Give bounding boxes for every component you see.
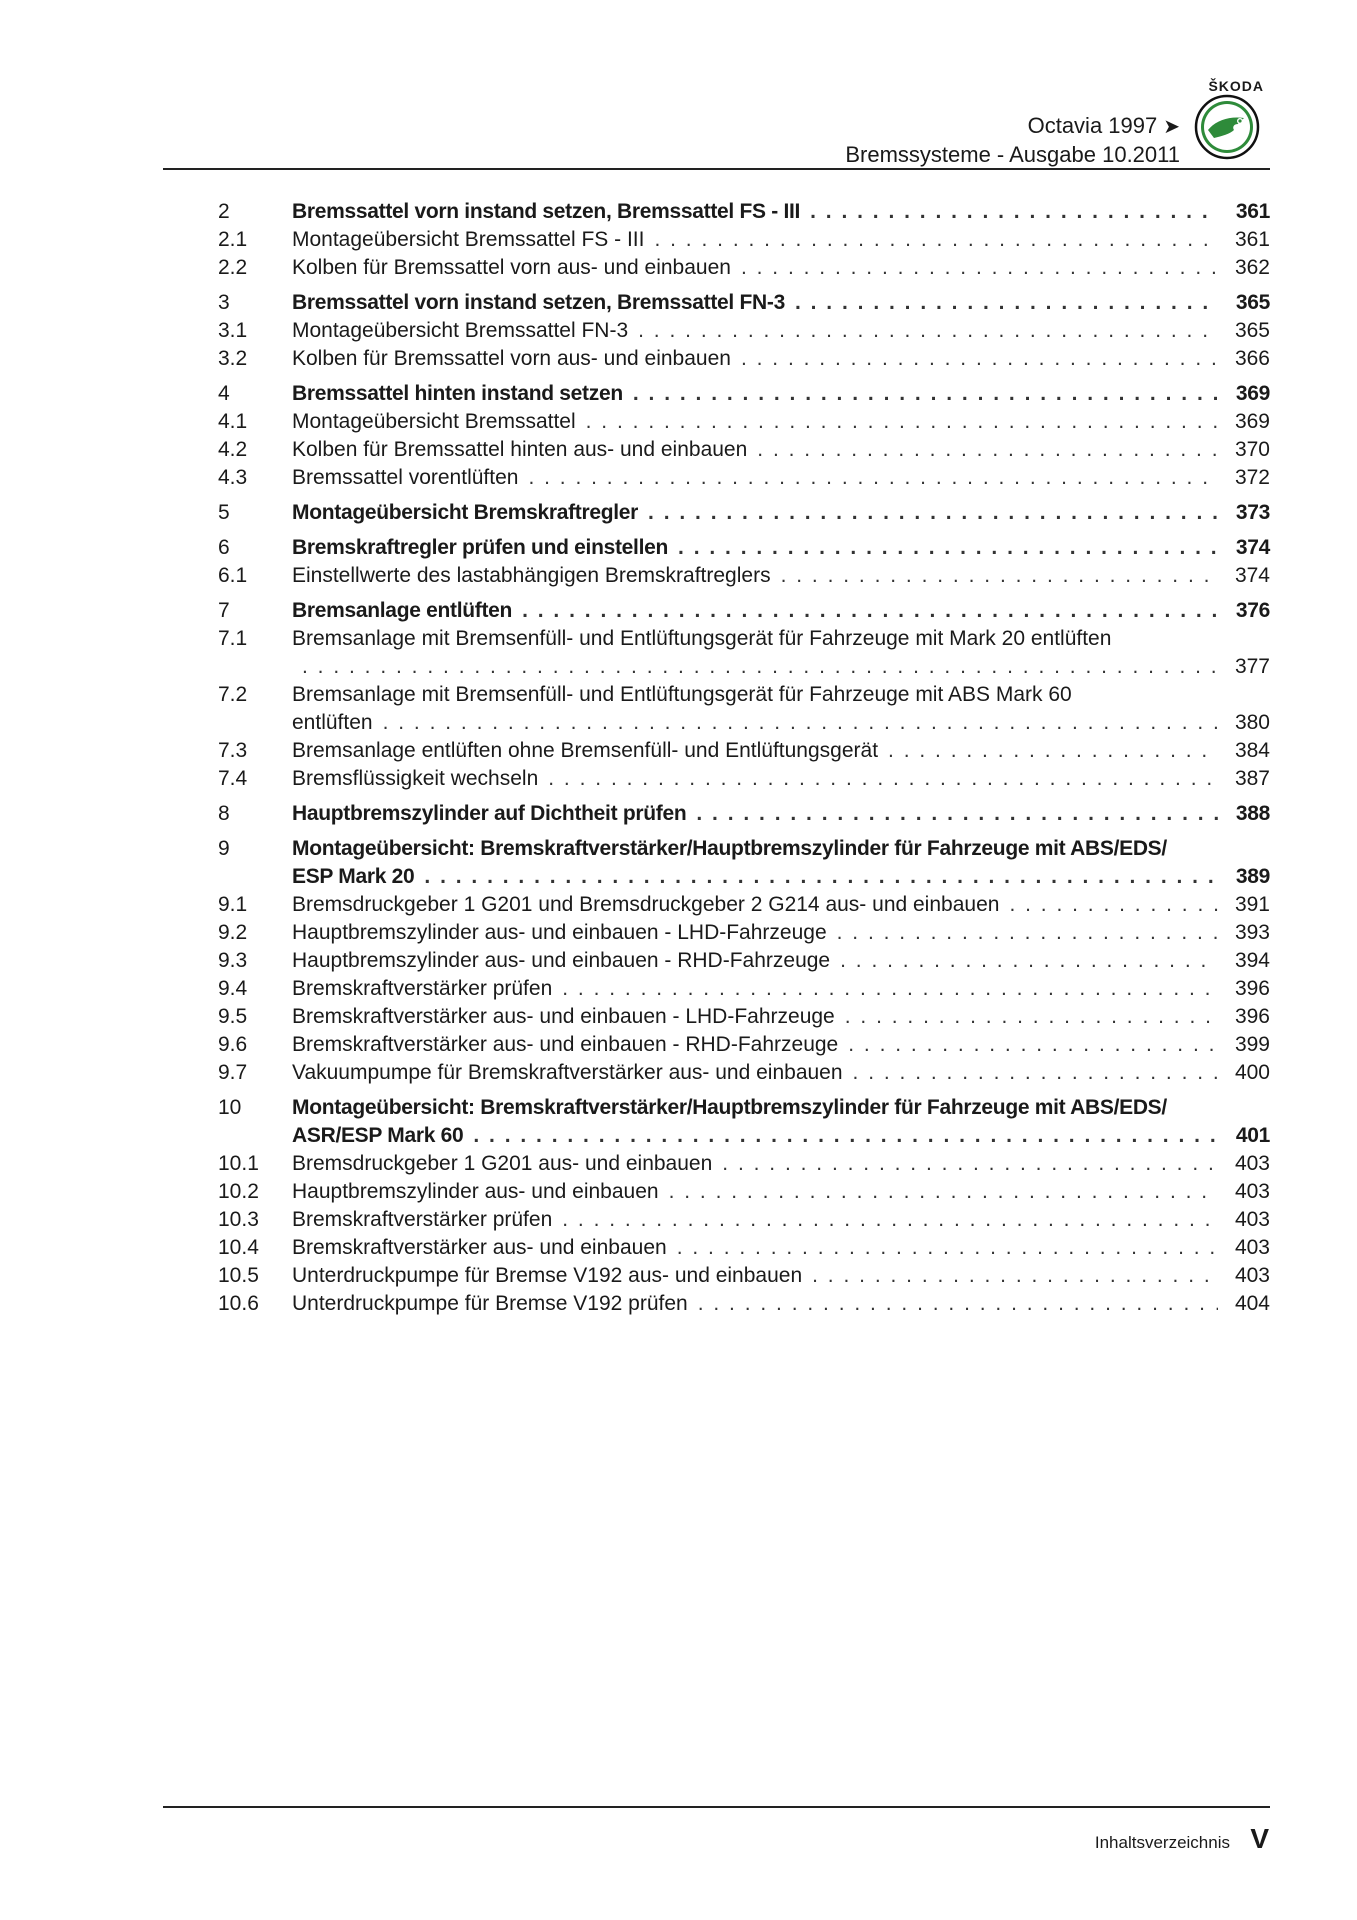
table-of-contents [218, 198, 1270, 1318]
toc-entry-number: 9.1 [218, 893, 248, 916]
toc-entry-title [292, 625, 1218, 681]
toc-entry-page: 394 [1234, 949, 1270, 972]
toc-entry-title [292, 464, 1218, 492]
dot-leader [810, 198, 1218, 226]
dot-leader [678, 534, 1218, 562]
toc-entry-title-text: Bremskraftregler prüfen und einstellen [292, 536, 669, 559]
toc-entry-title [292, 800, 1218, 828]
toc-entry-page: 403 [1234, 1236, 1270, 1259]
toc-entry-title-line1: Montageübersicht: Bremskraftverstärker/Hauptbremszylinder für Fahrzeuge mit ABS/EDS/ [292, 1096, 1167, 1119]
toc-entry-title [292, 562, 1218, 590]
toc-entry-title-text: Bremskraftverstärker prüfen [292, 1208, 553, 1231]
toc-entry-title-line1: Bremsanlage mit Bremsenfüll- und Entlüftungsgerät für Fahrzeuge mit Mark 20 entlüften [292, 627, 1112, 650]
toc-entry[interactable] [218, 380, 1270, 408]
dot-leader [638, 317, 1218, 345]
toc-entry-title [292, 534, 1218, 562]
dot-leader [741, 345, 1218, 373]
toc-entry[interactable] [218, 1234, 1270, 1262]
toc-entry[interactable] [218, 1206, 1270, 1234]
toc-entry[interactable] [218, 408, 1270, 436]
toc-entry[interactable] [218, 891, 1270, 919]
toc-entry-number: 2.2 [218, 256, 248, 279]
toc-entry[interactable] [218, 464, 1270, 492]
dot-leader [812, 1262, 1218, 1290]
toc-entry-title-text: Vakuumpumpe für Bremskraftverstärker aus- und einbauen [292, 1061, 843, 1084]
toc-entry[interactable] [218, 226, 1270, 254]
toc-entry-title-text: Bremskraftverstärker aus- und einbauen - RHD-Fahrzeuge [292, 1033, 839, 1056]
toc-entry-page: 374 [1234, 564, 1270, 587]
toc-entry[interactable] [218, 345, 1270, 373]
toc-entry-page: 365 [1234, 319, 1270, 342]
toc-entry-title-text: Bremsanlage entlüften [292, 599, 513, 622]
toc-entry-number: 7.3 [218, 739, 248, 762]
toc-entry-title-text: Bremsdruckgeber 1 G201 und Bremsdruckgeber 2 G214 aus- und einbauen [292, 893, 1000, 916]
header-divider [163, 168, 1270, 170]
toc-entry-title-text: Montageübersicht Bremssattel [292, 410, 576, 433]
page-header [163, 70, 1270, 170]
toc-entry-title [292, 380, 1218, 408]
toc-entry-title-text: Bremskraftverstärker aus- und einbauen [292, 1236, 667, 1259]
toc-entry-page: 396 [1234, 1005, 1270, 1028]
toc-entry[interactable] [218, 919, 1270, 947]
toc-entry[interactable] [218, 317, 1270, 345]
toc-entry-title-text: Kolben für Bremssattel vorn aus- und einbauen [292, 256, 731, 279]
toc-entry[interactable] [218, 499, 1270, 527]
toc-entry-page: 388 [1235, 802, 1270, 825]
toc-entry-number: 9.4 [218, 977, 248, 1000]
toc-entry-number: 10.5 [218, 1264, 259, 1287]
toc-entry-title-line1: Montageübersicht: Bremskraftverstärker/Hauptbremszylinder für Fahrzeuge mit ABS/EDS/ [292, 837, 1167, 860]
toc-entry-title [292, 1206, 1218, 1234]
toc-entry[interactable] [218, 436, 1270, 464]
toc-entry-number: 4.2 [218, 438, 248, 461]
toc-entry-title [292, 835, 1218, 891]
toc-entry-title-text: Bremsanlage entlüften ohne Bremsenfüll- und Entlüftungsgerät [292, 739, 879, 762]
toc-entry[interactable] [218, 800, 1270, 828]
toc-entry-title-text: Einstellwerte des lastabhängigen Bremskraftreglers [292, 564, 771, 587]
dot-leader [302, 653, 1218, 681]
toc-entry-page: 404 [1234, 1292, 1270, 1315]
dot-leader [522, 597, 1218, 625]
toc-entry-page: 374 [1235, 536, 1270, 559]
toc-entry-title [292, 1234, 1218, 1262]
toc-entry-title [292, 1059, 1218, 1087]
dot-leader [473, 1122, 1218, 1150]
toc-entry-number: 3 [218, 291, 230, 314]
toc-entry-title [292, 226, 1218, 254]
toc-entry-title-text: Montageübersicht Bremssattel FS - III [292, 228, 645, 251]
arrow-right-icon: ➤ [1163, 116, 1180, 138]
toc-entry-number: 3.1 [218, 319, 248, 342]
footer-divider [163, 1806, 1270, 1808]
toc-entry-title [292, 289, 1218, 317]
toc-entry-number: 10.1 [218, 1152, 259, 1175]
toc-entry-title [292, 1178, 1218, 1206]
toc-entry-title-text: Bremssattel vorentlüften [292, 466, 519, 489]
toc-entry-title [292, 317, 1218, 345]
toc-entry-page: 369 [1234, 410, 1270, 433]
toc-entry-title [292, 597, 1218, 625]
toc-entry-number: 4 [218, 382, 230, 405]
toc-entry-title [292, 254, 1218, 282]
toc-entry-title [292, 891, 1218, 919]
toc-entry-page: 361 [1234, 228, 1270, 251]
toc-entry-number: 2 [218, 200, 230, 223]
toc-entry[interactable] [218, 765, 1270, 793]
toc-entry-page: 366 [1234, 347, 1270, 370]
dot-leader [837, 919, 1218, 947]
toc-entry-title-text: Hauptbremszylinder auf Dichtheit prüfen [292, 802, 687, 825]
toc-entry-number: 9.6 [218, 1033, 248, 1056]
toc-entry-number: 3.2 [218, 347, 248, 370]
toc-entry-title [292, 1290, 1218, 1318]
dot-leader [848, 1031, 1218, 1059]
toc-entry-title [292, 737, 1218, 765]
toc-entry-title-text: Kolben für Bremssattel vorn aus- und einbauen [292, 347, 731, 370]
dot-leader [562, 975, 1218, 1003]
toc-entry[interactable] [218, 1178, 1270, 1206]
toc-entry[interactable] [218, 562, 1270, 590]
dot-leader [677, 1234, 1218, 1262]
toc-entry-title-text: Hauptbremszylinder aus- und einbauen [292, 1180, 659, 1203]
toc-entry-page: 387 [1234, 767, 1270, 790]
toc-entry[interactable] [218, 534, 1270, 562]
toc-entry-number: 7.1 [218, 627, 248, 650]
toc-entry-number: 7.4 [218, 767, 248, 790]
toc-entry-title [292, 198, 1218, 226]
dot-leader [722, 1150, 1218, 1178]
toc-entry-page: 403 [1234, 1264, 1270, 1287]
toc-entry-title-text: Bremssattel vorn instand setzen, Bremssattel FN-3 [292, 291, 785, 314]
dot-leader [654, 226, 1218, 254]
toc-entry-title-text: Montageübersicht Bremssattel FN-3 [292, 319, 629, 342]
toc-entry-number: 4.3 [218, 466, 248, 489]
toc-entry-number: 9.7 [218, 1061, 248, 1084]
toc-entry-title-text: Bremsflüssigkeit wechseln [292, 767, 539, 790]
dot-leader [586, 408, 1218, 436]
toc-entry-title [292, 975, 1218, 1003]
toc-entry-number: 8 [218, 802, 230, 825]
toc-entry-page: 400 [1234, 1061, 1270, 1084]
toc-entry-number: 10.2 [218, 1180, 259, 1203]
toc-entry-number: 4.1 [218, 410, 248, 433]
toc-entry[interactable] [218, 597, 1270, 625]
toc-entry[interactable] [218, 1059, 1270, 1087]
dot-leader [424, 863, 1218, 891]
toc-entry-number: 10 [218, 1096, 242, 1119]
toc-entry[interactable] [218, 1150, 1270, 1178]
dot-leader [528, 464, 1218, 492]
dot-leader [853, 1059, 1218, 1087]
toc-entry[interactable] [218, 1290, 1270, 1318]
toc-entry-number: 9.2 [218, 921, 248, 944]
dot-leader [1009, 891, 1218, 919]
toc-entry-page: 365 [1235, 291, 1270, 314]
toc-entry-title [292, 1031, 1218, 1059]
dot-leader [781, 562, 1218, 590]
toc-entry-page: 403 [1234, 1208, 1270, 1231]
toc-entry-title-line2: ESP Mark 20 [292, 865, 415, 888]
footer-label: Inhaltsverzeichnis [1094, 1833, 1230, 1852]
toc-entry-number: 9.5 [218, 1005, 248, 1028]
toc-entry-title-text: Hauptbremszylinder aus- und einbauen - LHD-Fahrzeuge [292, 921, 827, 944]
toc-entry-title [292, 345, 1218, 373]
toc-entry-title-line1: Bremsanlage mit Bremsenfüll- und Entlüftungsgerät für Fahrzeuge mit ABS Mark 60 [292, 683, 1072, 706]
toc-entry-number: 9.3 [218, 949, 248, 972]
toc-entry-title-text: Bremskraftverstärker aus- und einbauen - LHD-Fahrzeuge [292, 1005, 835, 1028]
dot-leader [741, 254, 1218, 282]
footer-page-number: V [1250, 1823, 1269, 1854]
toc-entry[interactable] [218, 625, 1270, 681]
dot-leader [548, 765, 1218, 793]
toc-entry-title-text: Bremskraftverstärker prüfen [292, 977, 553, 1000]
toc-entry-page: 380 [1234, 711, 1270, 734]
toc-entry-title-text: Kolben für Bremssattel hinten aus- und einbauen [292, 438, 748, 461]
toc-entry-page: 370 [1234, 438, 1270, 461]
toc-entry-page: 369 [1235, 382, 1270, 405]
toc-entry[interactable] [218, 975, 1270, 1003]
dot-leader [845, 1003, 1218, 1031]
toc-entry-page: 396 [1234, 977, 1270, 1000]
toc-entry-page: 376 [1235, 599, 1270, 622]
toc-entry[interactable] [218, 1094, 1270, 1150]
toc-entry[interactable] [218, 737, 1270, 765]
toc-entry-title [292, 681, 1218, 737]
toc-entry-title [292, 1094, 1218, 1150]
toc-entry-number: 7.2 [218, 683, 248, 706]
toc-entry-title [292, 1262, 1218, 1290]
brand-wordmark: ŠKODA [1208, 78, 1264, 94]
dot-leader [562, 1206, 1218, 1234]
toc-entry-title-line2: entlüften [292, 711, 373, 734]
toc-entry-number: 6 [218, 536, 230, 559]
toc-entry-title [292, 408, 1218, 436]
toc-entry[interactable] [218, 1262, 1270, 1290]
toc-entry-number: 9 [218, 837, 230, 860]
toc-entry[interactable] [218, 947, 1270, 975]
toc-entry[interactable] [218, 1003, 1270, 1031]
toc-entry[interactable] [218, 835, 1270, 891]
toc-entry[interactable] [218, 681, 1270, 737]
dot-leader [696, 800, 1218, 828]
toc-entry-title-text: Bremsdruckgeber 1 G201 aus- und einbauen [292, 1152, 713, 1175]
dot-leader [795, 289, 1218, 317]
toc-entry-title-text: Unterdruckpumpe für Bremse V192 prüfen [292, 1292, 688, 1315]
toc-entry-page: 373 [1235, 501, 1270, 524]
toc-entry-title-text: Bremssattel vorn instand setzen, Bremssattel FS - III [292, 200, 801, 223]
dot-leader [648, 499, 1218, 527]
toc-entry-number: 10.3 [218, 1208, 259, 1231]
toc-entry-title [292, 436, 1218, 464]
header-title-block [845, 112, 1180, 169]
header-model: Octavia 1997 [1027, 113, 1158, 138]
toc-entry-page: 393 [1234, 921, 1270, 944]
toc-entry-title [292, 1150, 1218, 1178]
toc-entry-number: 10.4 [218, 1236, 259, 1259]
toc-entry-number: 10.6 [218, 1292, 259, 1315]
toc-entry-page: 361 [1235, 200, 1270, 223]
toc-entry-number: 6.1 [218, 564, 248, 587]
toc-entry-page: 384 [1234, 739, 1270, 762]
dot-leader [383, 709, 1218, 737]
toc-entry-title [292, 947, 1218, 975]
toc-entry-title-text: Hauptbremszylinder aus- und einbauen - RHD-Fahrzeuge [292, 949, 831, 972]
toc-entry-page: 403 [1234, 1180, 1270, 1203]
toc-entry-page: 401 [1235, 1124, 1270, 1147]
dot-leader [633, 380, 1218, 408]
toc-entry-title [292, 499, 1218, 527]
toc-entry-page: 362 [1234, 256, 1270, 279]
dot-leader [888, 737, 1218, 765]
dot-leader [840, 947, 1218, 975]
header-subtitle: Bremssysteme - Ausgabe 10.2011 [845, 142, 1180, 167]
toc-entry-number: 7 [218, 599, 230, 622]
toc-entry-page: 403 [1234, 1152, 1270, 1175]
toc-entry-title [292, 1003, 1218, 1031]
toc-entry[interactable] [218, 1031, 1270, 1059]
toc-entry-title-text: Bremssattel hinten instand setzen [292, 382, 623, 405]
toc-entry-page: 399 [1234, 1033, 1270, 1056]
dot-leader [669, 1178, 1218, 1206]
toc-entry[interactable] [218, 198, 1270, 226]
toc-entry-title-text: Montageübersicht Bremskraftregler [292, 501, 639, 524]
toc-entry[interactable] [218, 289, 1270, 317]
toc-entry-title [292, 765, 1218, 793]
toc-entry-number: 2.1 [218, 228, 248, 251]
toc-entry-title [292, 919, 1218, 947]
toc-entry-title-line2: ASR/ESP Mark 60 [292, 1124, 464, 1147]
toc-entry-page: 391 [1234, 893, 1270, 916]
skoda-logo-icon [1194, 94, 1260, 160]
toc-entry-page: 372 [1234, 466, 1270, 489]
toc-entry[interactable] [218, 254, 1270, 282]
toc-entry-page: 389 [1235, 865, 1270, 888]
dot-leader [757, 436, 1218, 464]
toc-entry-title-text: Unterdruckpumpe für Bremse V192 aus- und einbauen [292, 1264, 803, 1287]
toc-entry-number: 5 [218, 501, 230, 524]
toc-entry-page: 377 [1234, 655, 1270, 678]
dot-leader [698, 1290, 1218, 1318]
